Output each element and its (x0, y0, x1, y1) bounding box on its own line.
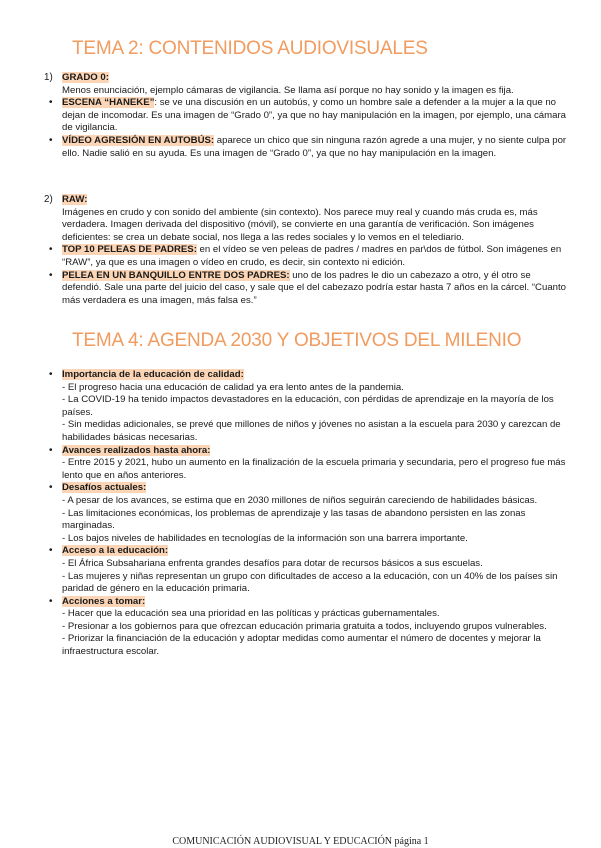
list-item: • Acceso a la educación: - El África Subsahariana enfrenta grandes desafíos para dotar de recursos básicos a sus escuelas. - Las mujeres y niñas representan un grupo con dificultades de acceso a la educación, con un 40% de los países sin paridad de género en la educación primaria. (62, 545, 569, 595)
section-heading: RAW: (62, 194, 88, 205)
bullet-list (0, 244, 601, 307)
tema4-title: TEMA 4: AGENDA 2030 Y OBJETIVOS DEL MILENIO (72, 330, 522, 351)
list-item: • Importancia de la educación de calidad: - El progreso hacia una educación de calidad ya era lento antes de la pandemia. - La COVID-19 ha tenido impactos devastadores en la educación, con pérdidas de aprendizaje en la mayoría de los países. - Sin medidas adicionales, se prevé que millones de niños y jóvenes no asistan a la escuela para 2030 y carezcan de habilidades básicas necesarias. (62, 369, 569, 445)
page-footer: COMUNICACIÓN AUDIOVISUAL Y EDUCACIÓN página 1 (172, 836, 429, 847)
list-item: • Avances realizados hasta ahora: - Entre 2015 y 2021, hubo un aumento en la finalización de la escuela primaria y secundaria, pero el progreso fue más lento que en años anteriores. (62, 445, 569, 483)
bullet-list (0, 369, 601, 659)
list-item: • Desafíos actuales: - A pesar de los avances, se estima que en 2030 millones de niños seguirán careciendo de habilidades básicas. - Las limitaciones económicas, los problemas de aprendizaje y las tasas de abandono persisten en las zonas marginadas. - Los bajos niveles de habilidades en tecnologías de la información son una barrera importante. (62, 482, 569, 545)
list-item: • TOP 10 PELEAS DE PADRES: en el vídeo se ven peleas de padres / madres en par\dos de fútbol. Son imágenes en “RAW”, ya que es una imagen o vídeo en crudo, es decir, sin contexto ni edición. (62, 244, 569, 269)
list-item: • VÍDEO AGRESIÓN EN AUTOBÚS: aparece un chico que sin ninguna razón agrede a una mujer, y no siente culpa por ello. Nadie salió en su ayuda. Es una imagen de “Grado 0”, ya que no hay manipulación en la imagen. (62, 135, 569, 160)
tema2-title: TEMA 2: CONTENIDOS AUDIOVISUALES (72, 38, 428, 59)
list-item: • ESCENA “HANEKE”: se ve una discusión en un autobús, y como un hombre sale a defender a la mujer a la que no dejan de incomodar. Es una imagen de “Grado 0”, ya que no hay manipulación en la imagen, por ejemplo, una cámara de vigilancia. (62, 97, 569, 135)
list-item: • Acciones a tomar: - Hacer que la educación sea una prioridad en las políticas y prácticas gubernamentales. - Presionar a los gobiernos para que ofrezcan educación primaria gratuita a todos, incluyendo grupos vulnerables. - Priorizar la financiación de la educación y adoptar medidas como aumentar el número de docentes y mejorar la infraestructura escolar. (62, 596, 569, 659)
section-number: 2) (44, 194, 53, 205)
section-text: Menos enunciación, ejemplo cámaras de vigilancia. Se llama así porque no hay sonido y la imagen es fija. (62, 84, 514, 96)
bullet-list (0, 97, 601, 160)
section-grado-0 (0, 72, 601, 160)
section-number: 1) (44, 72, 53, 83)
list-item: • PELEA EN UN BANQUILLO ENTRE DOS PADRES: uno de los padres le dio un cabezazo a otro, y él otro se defendió. Sale una parte del juicio del caso, y sale que el del cabezazo podría estar hasta 7 años en la cárcel. “Cuanto más verdadera es una imagen, más falsa es.” (62, 270, 569, 308)
section-text: Imágenes en crudo y con sonido del ambiente (sin contexto). Nos parece muy real y cuando más cruda es, más verdadera. Imagen derivada del dispositivo (móvil), se convierte en una garantía de verificación. Son imágenes deficientes: se crea un debate social, nos llega a las redes sociales y lo vemos en el telediario. (62, 206, 538, 243)
section-heading: GRADO 0: (62, 72, 109, 83)
tema4-section (0, 369, 601, 659)
section-raw (0, 194, 601, 307)
